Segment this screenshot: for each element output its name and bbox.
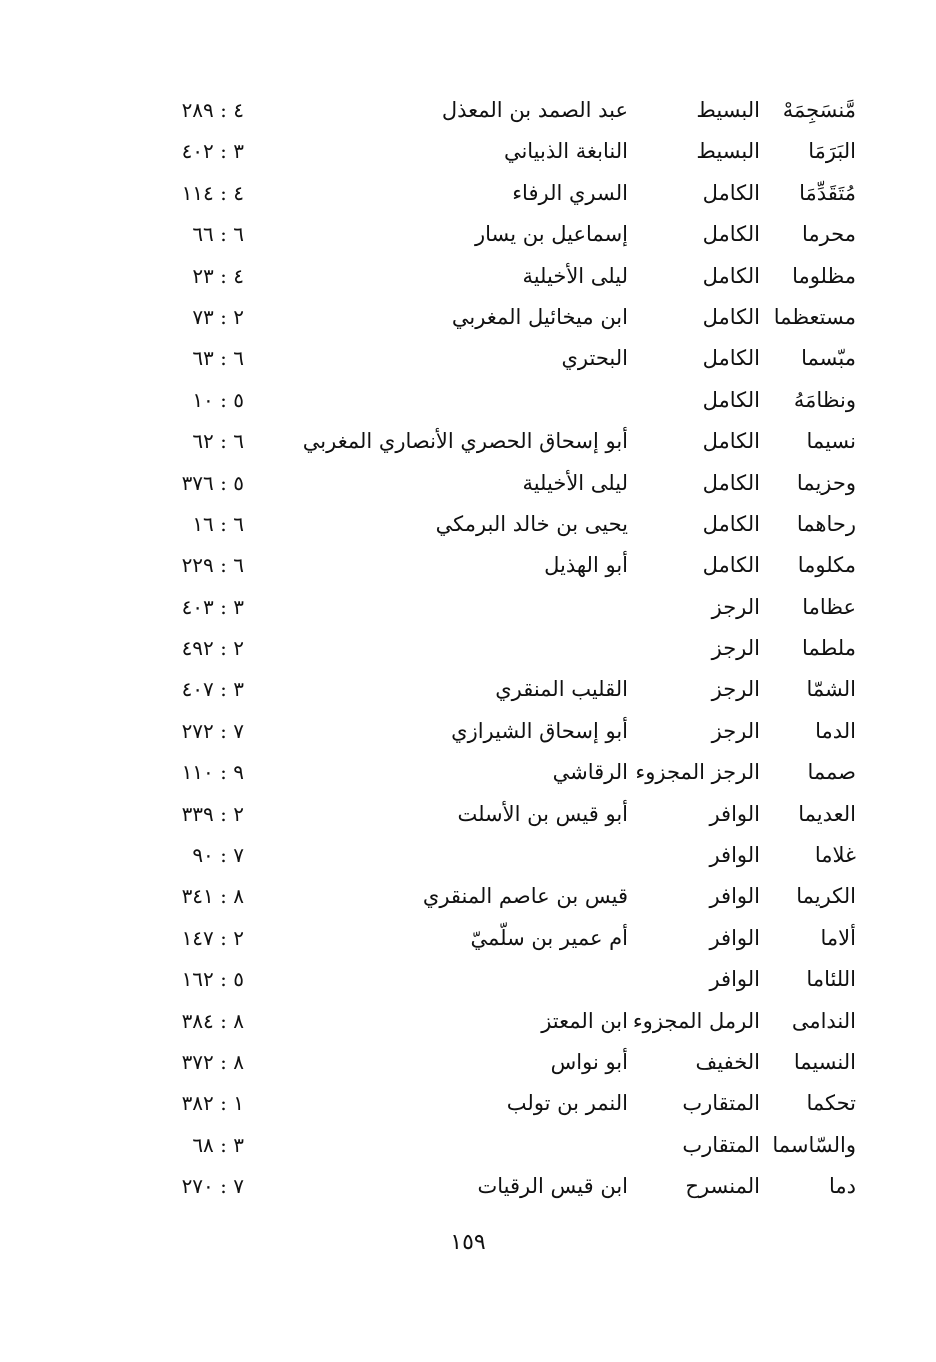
index-row [0,340,936,381]
volume-page-reference: ٦ : ٦٦ [192,222,244,247]
poet-name: ابن قيس الرقيات [477,1174,628,1199]
rhyme-word: النسيما [793,1049,856,1074]
rhyme-word: مبّسما [801,346,856,371]
meter-name: الكامل [702,429,760,454]
page-number: ١٥٩ [450,1230,486,1255]
rhyme-word: مستعظما [773,304,856,329]
index-row [0,506,936,547]
index-row [0,299,936,340]
rhyme-word: الشمّا [806,677,856,702]
volume-page-reference: ٤ : ٢٣ [192,263,244,288]
poet-name: النابغة الذبياني [503,139,628,164]
poet-name: ليلى الأخيلية [522,470,628,495]
rhyme-word: ملطما [802,636,856,661]
rhyme-word: الدما [815,718,856,743]
index-row [0,1168,936,1209]
meter-name: الخفيف [695,1049,760,1074]
rhyme-word: الكريما [796,884,856,909]
volume-page-reference: ٣ : ٤٠٣ [181,594,244,619]
rhyme-word: وحزيما [796,470,856,495]
volume-page-reference: ٢ : ٤٩٢ [181,636,244,661]
index-row [0,1044,936,1085]
index-row [0,837,936,878]
volume-page-reference: ١ : ٣٨٢ [181,1091,244,1116]
volume-page-reference: ٥ : ١٠ [192,387,244,412]
volume-page-reference: ٣ : ٦٨ [192,1132,244,1157]
volume-page-reference: ٨ : ٣٨٤ [181,1008,244,1033]
index-row [0,713,936,754]
volume-page-reference: ٣ : ٤٠٧ [181,677,244,702]
index-row [0,547,936,588]
index-row [0,216,936,257]
volume-page-reference: ٥ : ١٦٢ [181,967,244,992]
rhyme-word: تحكما [806,1091,856,1116]
poet-name: أبو إسحاق الحصري الأنصاري المغربي [302,429,628,454]
meter-name: الكامل [702,304,760,329]
meter-name: الوافر [709,967,760,992]
volume-page-reference: ٦ : ١٦ [192,511,244,536]
rhyme-word: مُتَقَدِّمَا [799,180,856,205]
poet-name: السري الرفاء [512,180,628,205]
volume-page-reference: ٨ : ٣٤١ [181,884,244,909]
index-row [0,175,936,216]
volume-page-reference: ٦ : ٦٣ [192,346,244,371]
index-row [0,589,936,630]
volume-page-reference: ٢ : ٧٣ [192,304,244,329]
rhyme-word: ونظامَهُ [793,387,856,412]
poet-name: أبو قيس بن الأسلت [457,801,628,826]
poet-name: النمر بن تولب [506,1091,628,1116]
volume-page-reference: ٣ : ٤٠٢ [181,139,244,164]
volume-page-reference: ٩ : ١١٠ [181,760,244,785]
meter-name: الكامل [702,511,760,536]
poet-name: أم عمير بن سلّميّ [470,925,628,950]
poet-name: عبد الصمد بن المعذل [441,98,628,122]
volume-page-reference: ٦ : ٦٢ [192,429,244,454]
meter-name: الوافر [709,843,760,868]
meter-name: المتقارب [682,1132,760,1157]
meter-name: البسيط [696,98,760,122]
meter-name: الرجز [711,718,760,743]
index-row [0,465,936,506]
rhyme-word: اللئاما [806,967,856,992]
poet-name: يحيى بن خالد البرمكي [435,511,628,536]
rhyme-word: رحاهما [796,511,856,536]
volume-page-reference: ٦ : ٢٢٩ [181,553,244,578]
meter-name: الرمل المجزوء [632,1008,760,1033]
rhyme-word: الندامى [791,1008,856,1033]
index-row [0,423,936,464]
volume-page-reference: ٤ : ١١٤ [181,180,244,205]
poet-name: إسماعيل بن يسار [474,222,628,247]
index-row [0,878,936,919]
meter-name: الكامل [702,346,760,371]
meter-name: الوافر [709,925,760,950]
poet-name: ابن ميخائيل المغربي [451,304,628,329]
meter-name: الرجز [711,594,760,619]
meter-name: المنسرح [685,1174,760,1199]
meter-name: الكامل [702,222,760,247]
meter-name: الرجز [711,636,760,661]
meter-name: الوافر [709,884,760,909]
poet-name: أبو إسحاق الشيرازي [451,718,628,743]
index-row [0,1127,936,1168]
meter-name: المتقارب [682,1091,760,1116]
index-row [0,92,936,133]
index-row [0,1085,936,1126]
poet-name: البحتري [561,346,628,371]
poet-name: ليلى الأخيلية [522,263,628,288]
meter-name: الكامل [702,263,760,288]
meter-name: الرجز [711,677,760,702]
poet-name: قيس بن عاصم المنقري [422,884,628,909]
meter-name: الكامل [702,470,760,495]
volume-page-reference: ٧ : ٢٧٠ [181,1174,244,1199]
index-row [0,133,936,174]
meter-name: الكامل [702,180,760,205]
volume-page-reference: ٨ : ٣٧٢ [181,1049,244,1074]
rhyme-word: نسيما [806,429,856,454]
volume-page-reference: ٥ : ٣٧٦ [181,470,244,495]
rhyme-word: ألاما [820,925,856,950]
poet-name: ابن المعتز [541,1008,628,1033]
poet-name: الرقاشي [552,760,628,785]
index-row [0,754,936,795]
index-row [0,258,936,299]
meter-name: الرجز المجزوء [635,760,760,785]
volume-page-reference: ٧ : ٩٠ [192,843,244,868]
meter-name: الكامل [702,553,760,578]
poet-name: أبو الهذيل [544,553,628,578]
meter-name: الكامل [702,387,760,412]
rhyme-word: العديما [798,801,856,826]
poet-name: أبو نواس [550,1049,628,1074]
rhyme-word: عظاما [802,594,856,619]
rhyme-word: محرما [801,222,856,247]
index-row [0,1003,936,1044]
rhyme-word: والسّاسما [772,1132,856,1157]
volume-page-reference: ٧ : ٢٧٢ [181,718,244,743]
index-row [0,671,936,712]
meter-name: الوافر [709,801,760,826]
index-row [0,961,936,1002]
rhyme-word: غلاما [814,843,856,868]
poet-name: القليب المنقري [495,677,628,702]
index-row [0,920,936,961]
volume-page-reference: ٢ : ٣٣٩ [181,801,244,826]
rhyme-word: البَرَمَا [808,139,856,164]
rhyme-word: مظلوما [792,263,856,288]
meter-name: البسيط [696,139,760,164]
index-row [0,796,936,837]
index-row [0,382,936,423]
rhyme-word: دما [829,1174,856,1199]
rhyme-word: صمما [807,760,856,785]
rhyme-word: مكلوما [797,553,856,578]
volume-page-reference: ٤ : ٢٨٩ [181,98,244,122]
index-row [0,630,936,671]
rhyme-word: مَّنسَجِمَهْ [782,98,856,122]
volume-page-reference: ٢ : ١٤٧ [181,925,244,950]
rhyme-index-table [0,92,936,1210]
